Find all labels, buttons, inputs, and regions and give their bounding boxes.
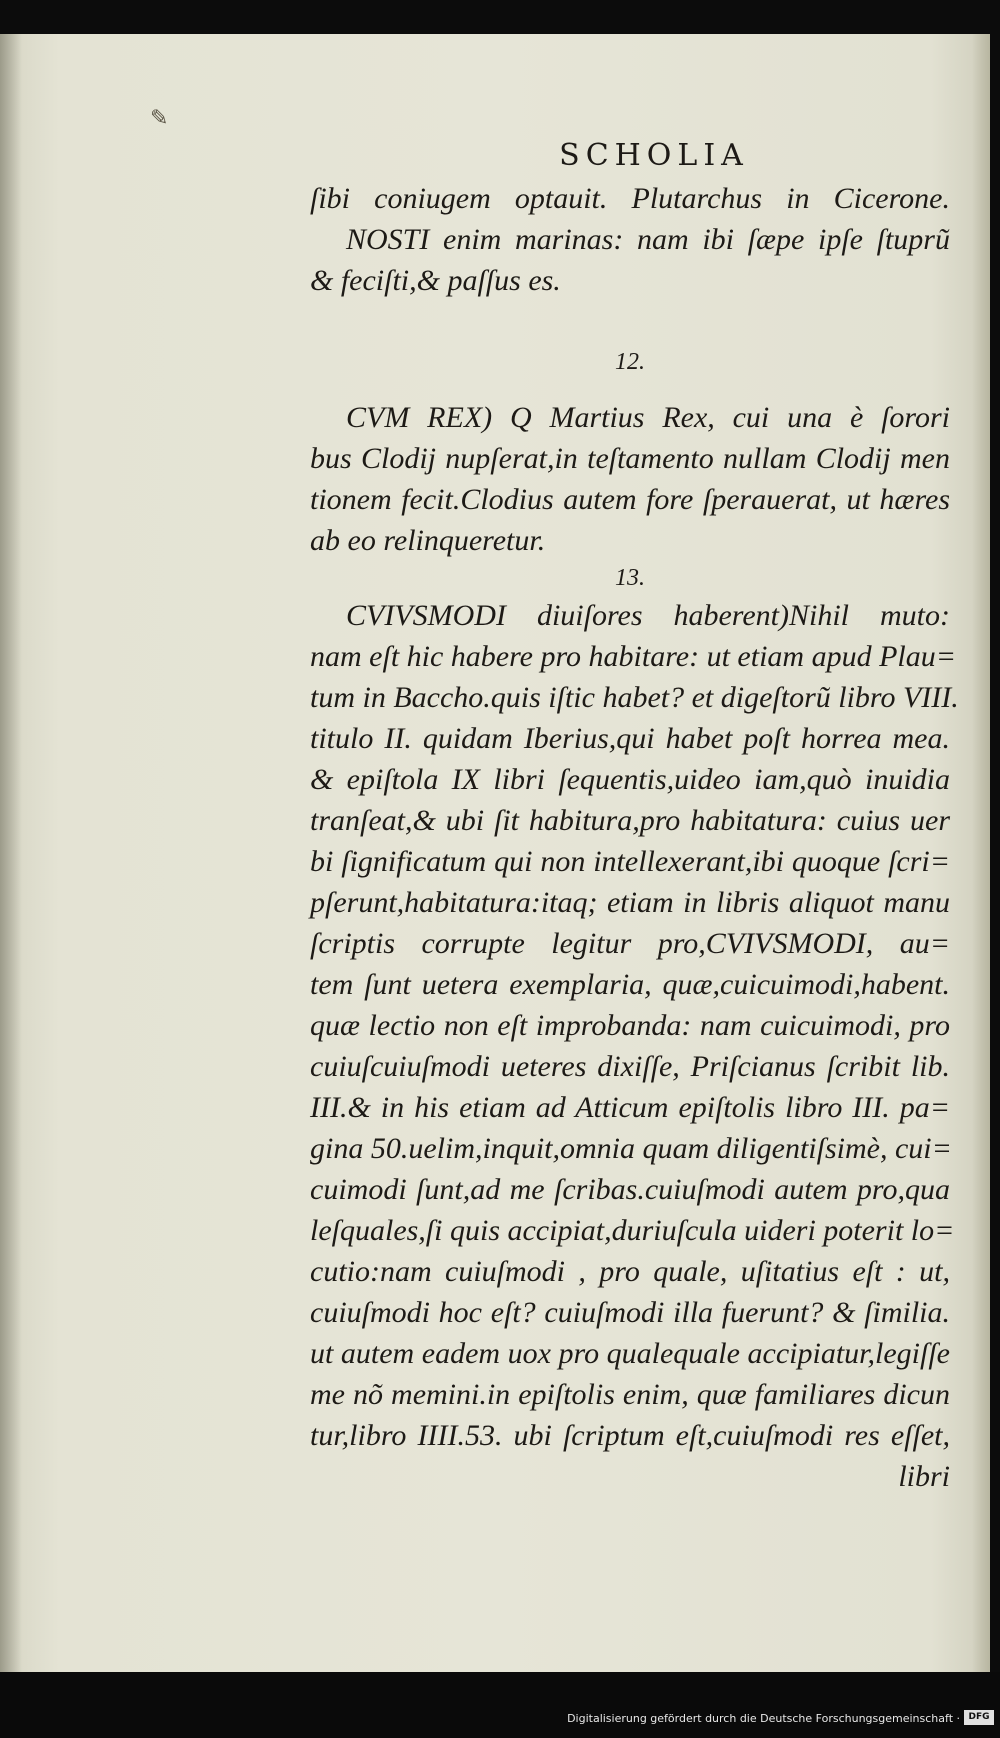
text-block bbox=[310, 98, 959, 1497]
section-number: 12. bbox=[615, 349, 645, 375]
catchword: libri bbox=[898, 1460, 950, 1493]
page-edge-shadow bbox=[972, 34, 990, 1672]
text-line: tionem fecit.Clodius autem fore ſperauerat, ut hæres bbox=[310, 483, 950, 516]
text-line: CVIVSMODI diuiſores haberent)Nihil muto: bbox=[346, 599, 950, 632]
margin-mark: ✎ bbox=[150, 106, 169, 131]
text-line: cuiuſmodi hoc eſt? cuiuſmodi illa fuerunt? & ſimilia. bbox=[310, 1296, 950, 1329]
text-line: III.& in his etiam ad Atticum epiſtolis libro III. pa= bbox=[310, 1091, 950, 1124]
text-line: ſcriptis corrupte legitur pro,CVIVSMODI, au= bbox=[310, 927, 950, 960]
text-line: cutio:nam cuiuſmodi , pro quale, uſitatius eſt : ut, bbox=[310, 1255, 950, 1288]
text-line: cuiuſcuiuſmodi ueteres dixiſſe, Priſcianus ſcribit lib. bbox=[310, 1050, 950, 1083]
text-line: tur,libro IIII.53. ubi ſcriptum eſt,cuiuſmodi res eſſet, bbox=[310, 1419, 950, 1452]
text-line: bi ſignificatum qui non intellexerant,ibi quoque ſcri= bbox=[310, 845, 950, 878]
text-line: ut autem eadem uox pro qualequale accipiatur,legiſſe bbox=[310, 1337, 950, 1370]
text-line: leſquales,ſi quis accipiat,duriuſcula uideri poterit lo= bbox=[310, 1214, 955, 1247]
dfg-logo: DFG bbox=[964, 1710, 994, 1725]
text-line: tem ſunt uetera exemplaria, quæ,cuicuimodi,habent. bbox=[310, 968, 950, 1001]
text-line: CVM REX) Q Martius Rex, cui una è ſorori bbox=[346, 401, 950, 434]
text-line: gina 50.uelim,inquit,omnia quam diligentiſsimè, cui= bbox=[310, 1132, 952, 1165]
text-line: cuimodi ſunt,ad me ſcribas.cuiuſmodi autem pro,qua bbox=[310, 1173, 950, 1206]
text-line: titulo II. quidam Iberius,qui habet poſt horrea mea. bbox=[310, 722, 950, 755]
text-line: & feciſti,& paſſus es. bbox=[310, 264, 561, 297]
text-line: & epiſtola IX libri ſequentis,uideo iam,quò inuidia bbox=[310, 763, 950, 796]
footer-bar bbox=[0, 1672, 1000, 1738]
running-head: SCHOLIA bbox=[559, 138, 749, 173]
text-line: ſibi coniugem optauit. Plutarchus in Cicerone. bbox=[310, 182, 950, 215]
footer-credit: Digitalisierung gefördert durch die Deutsche Forschungsgemeinschaft · bbox=[567, 1712, 960, 1725]
text-line: tranſeat,& ubi ſit habitura,pro habitatura: cuius uer bbox=[310, 804, 950, 837]
text-line: tum in Baccho.quis iſtic habet? et digeſtorũ libro VIII. bbox=[310, 681, 959, 714]
text-line: pſerunt,habitatura:itaq; etiam in libris aliquot manu bbox=[310, 886, 950, 919]
text-line: ab eo relinqueretur. bbox=[310, 524, 546, 557]
text-line: quæ lectio non eſt improbanda: nam cuicuimodi, pro bbox=[310, 1009, 950, 1042]
text-line: NOSTI enim marinas: nam ibi ſæpe ipſe ſtuprũ bbox=[346, 223, 950, 256]
text-line: bus Clodij nupſerat,in teſtamento nullam Clodij men bbox=[310, 442, 950, 475]
text-line: me nõ memini.in epiſtolis enim, quæ familiares dicun bbox=[310, 1378, 950, 1411]
book-page bbox=[0, 34, 990, 1672]
section-number: 13. bbox=[615, 565, 645, 591]
text-line: nam eſt hic habere pro habitare: ut etiam apud Plau= bbox=[310, 640, 956, 673]
